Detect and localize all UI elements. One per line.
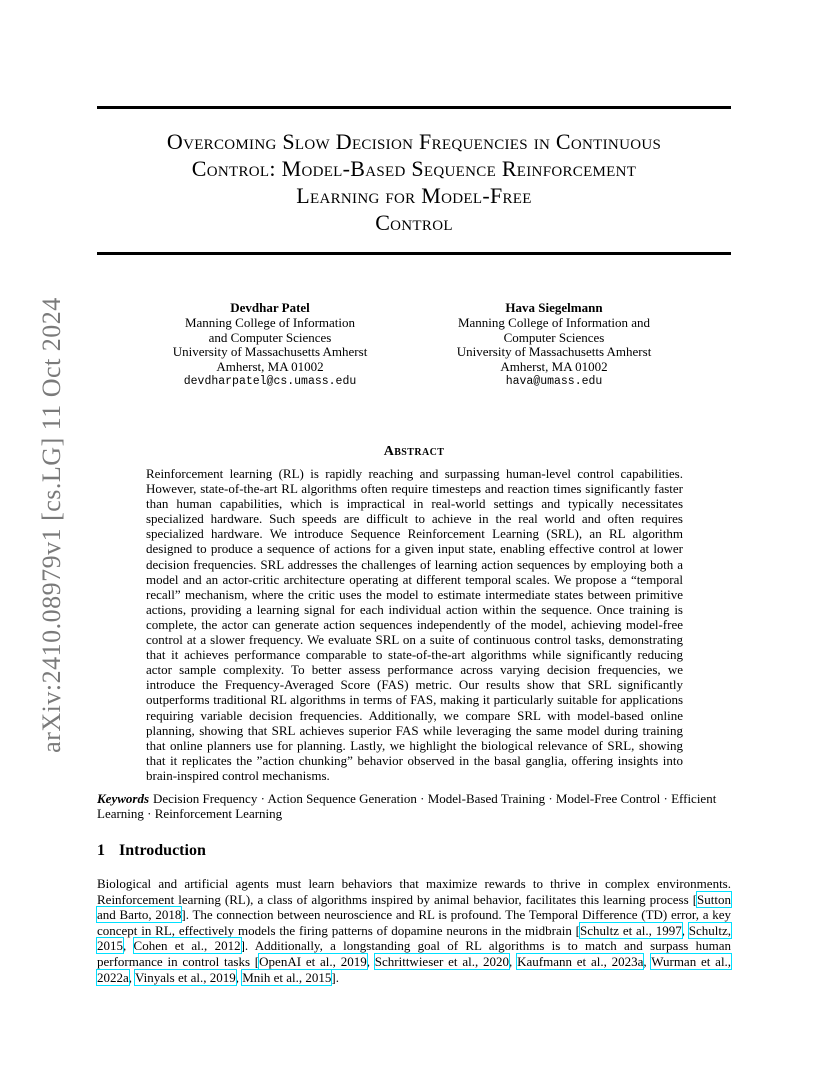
- citation-link[interactable]: Schrittwieser et al., 2020: [374, 953, 510, 969]
- author-affiliation: Computer Sciences: [503, 329, 605, 345]
- section-heading-introduction: [97, 842, 206, 860]
- citation-link[interactable]: Schultz et al., 1997: [580, 922, 682, 938]
- paper-title: [97, 128, 731, 236]
- author-affiliation: University of Massachusetts Amherst: [172, 344, 368, 360]
- intro-text: Biological and artificial agents must learn behaviors that maximize rewards to thrive in complex environments. Reinforcement learning (RL), a class of algorithms inspired by animal behavior, facilitates this learning process [: [97, 876, 731, 907]
- intro-text: ,: [509, 953, 518, 969]
- abstract-text: Reinforcement learning (RL) is rapidly reaching and surpassing human-level control capabilities. However, state-of-the-art RL algorithms often require timesteps and reaction times significantly faster than human capabilities, which is impractical in real-world settings and typically necessitates specialized hardware. Such speeds are difficult to achieve in the real world and often requires specialized hardware. We introduce Sequence Reinforcement Learning (SRL), an RL algorithm designed to produce a sequence of actions for a given input state, enabling effective control at lower decision frequencies. SRL addresses the challenges of learning action sequences by employing both a model and an actor-critic architecture operating at different temporal scales. We propose a “temporal recall” mechanism, where the critic uses the model to estimate intermediate states between primitive actions, providing a learning signal for each individual action within the sequence. Once training is complete, the actor can generate action sequences independently of the model, achieving model-free control at a slower frequency. We evaluate SRL on a suite of continuous control tasks, demonstrating that it achieves performance comparable to state-of-the-art algorithms while significantly reducing actor sample complexity. To better assess performance across varying decision frequencies, we introduce the Frequency-Averaged Score (FAS) metric. Our results show that SRL significantly outperforms traditional RL algorithms in terms of FAS, making it particularly suitable for applications requiring variable decision frequencies. Additionally, we compare SRL with model-based online planning, showing that SRL achieves superior FAS while leveraging the same model during training that online planners use for planning. Lastly, we highlight the biological relevance of SRL, showing that it replicates the ”action chunking” behavior observed in the basal ganglia, offering insights into brain-inspired control mechanisms.: [146, 466, 683, 783]
- keywords-list: Decision Frequency · Action Sequence Generation · Model-Based Training · Model-Free Control · Efficient Learning · Reinforcement Learning: [97, 791, 717, 821]
- citation-link[interactable]: Sutton and Barto, 2018: [97, 891, 731, 923]
- author-affiliation: University of Massachusetts Amherst: [456, 344, 652, 360]
- intro-text: ]. Additionally, a longstanding goal of RL algorithms is to match and surpass human performance in control tasks [: [97, 938, 732, 969]
- title-line: Learning for Model-Free: [296, 183, 532, 208]
- citation-link[interactable]: Wurman et al., 2022a: [97, 953, 732, 985]
- intro-text: ]. The connection between neuroscience and RL is profound. The Temporal Difference (TD) error, a key concept in RL, effectively models the firing patterns of dopamine neurons in the midbrain [: [97, 907, 731, 938]
- citation-link[interactable]: Schultz, 2015: [97, 922, 732, 954]
- author-address: Amherst, MA 01002: [500, 359, 608, 375]
- author-email[interactable]: hava@umass.edu: [505, 374, 603, 388]
- intro-text: ,: [123, 938, 134, 954]
- keywords: [97, 791, 731, 821]
- title-rule-bottom: [97, 252, 731, 255]
- arxiv-side-label: arXiv:2410.08979v1 [cs.LG] 11 Oct 2024: [37, 297, 66, 753]
- citation-link[interactable]: Vinyals et al., 2019: [135, 969, 236, 985]
- author-affiliation: Manning College of Information: [184, 314, 356, 330]
- abstract-heading: Abstract: [383, 444, 445, 459]
- author-block-1: [160, 301, 380, 390]
- author-name: Devdhar Patel: [230, 300, 310, 315]
- author-affiliation: Manning College of Information and: [457, 314, 651, 330]
- author-block-2: [440, 301, 668, 390]
- author-affiliation: and Computer Sciences: [208, 329, 332, 345]
- citation-link[interactable]: Kaufmann et al., 2023a: [517, 953, 644, 969]
- title-line: Control: Model-Based Sequence Reinforcement: [191, 156, 637, 181]
- intro-text: ,: [643, 953, 652, 969]
- title-line: Overcoming Slow Decision Frequencies in Continuous: [166, 129, 662, 154]
- citation-link[interactable]: Cohen et al., 2012: [133, 938, 241, 954]
- intro-text: ,: [681, 922, 689, 938]
- intro-text: ,: [366, 953, 375, 969]
- intro-text: ].: [331, 969, 340, 985]
- title-rule-top: [97, 106, 731, 109]
- introduction-paragraph: [97, 876, 731, 985]
- author-address: Amherst, MA 01002: [216, 359, 324, 375]
- author-name: Hava Siegelmann: [505, 300, 603, 315]
- keywords-label: Keywords: [97, 791, 149, 806]
- section-title: Introduction: [119, 842, 206, 859]
- intro-text: ,: [128, 969, 136, 985]
- title-line: Control: [375, 210, 453, 235]
- section-number: 1: [97, 842, 105, 859]
- citation-link[interactable]: Mnih et al., 2015: [242, 969, 332, 985]
- intro-text: ,: [235, 969, 243, 985]
- citation-link[interactable]: OpenAI et al., 2019: [259, 953, 367, 969]
- author-email[interactable]: devdharpatel@cs.umass.edu: [183, 374, 357, 388]
